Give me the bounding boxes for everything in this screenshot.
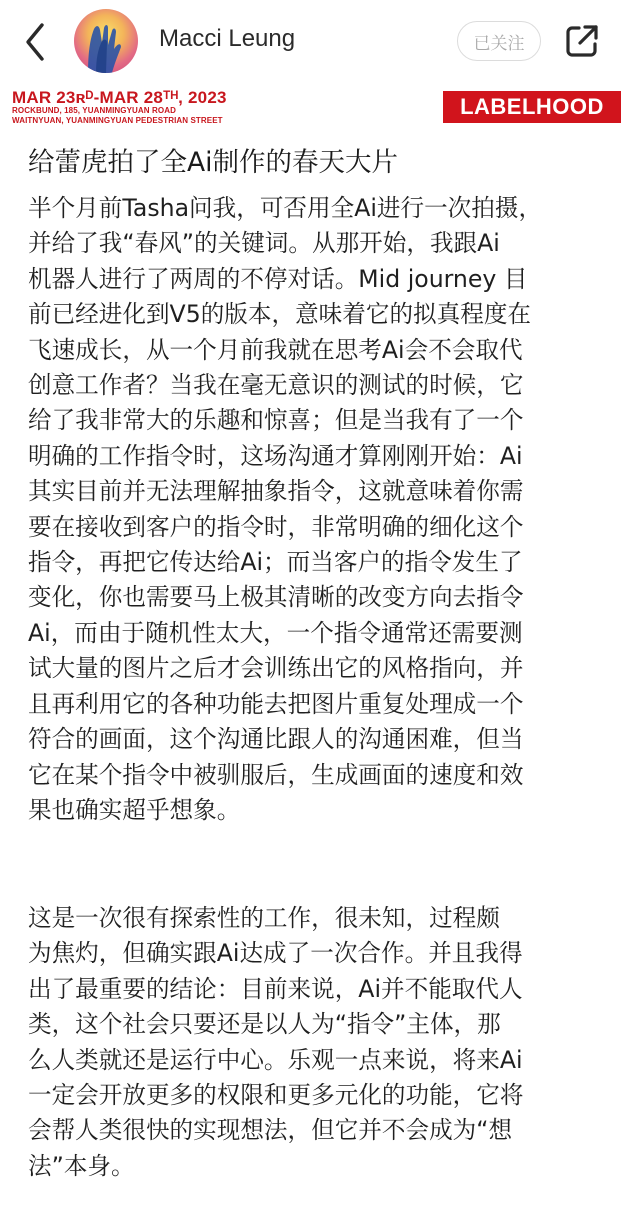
- text-line: 法”本身。: [28, 1151, 135, 1180]
- text-line: 创意工作者？当我在毫无意识的测试的时候，它: [28, 371, 524, 400]
- text-line: 果也确实超乎想象。: [28, 795, 241, 824]
- share-icon[interactable]: [563, 22, 601, 60]
- text-line: 且再利用它的各种功能去把图片重复处理成一个: [28, 689, 524, 718]
- text-line: 出了最重要的结论：目前来说，Ai并不能取代人: [28, 974, 523, 1003]
- post-paragraph-1: [28, 191, 608, 828]
- text-line: 并给了我“春风”的关键词。从那开始，我跟Ai: [28, 229, 500, 258]
- text-line: 会帮人类很快的实现想法，但它并不会成为“想: [28, 1116, 513, 1145]
- text-line: 符合的画面，这个沟通比跟人的沟通困难，但当: [28, 725, 524, 754]
- banner-address-line1: ROCKBUND, 185, YUANMINGYUAN ROAD: [12, 106, 176, 115]
- avatar[interactable]: [74, 9, 138, 73]
- text-line: 要在接收到客户的指令时，非常明确的细化这个: [28, 512, 524, 541]
- text-line: 么人类就还是运行中心。乐观一点来说，将来Ai: [28, 1045, 523, 1074]
- text-line: 半个月前Tasha问我，可否用全Ai进行一次拍摄，: [28, 194, 543, 222]
- post-paragraph-2: [28, 901, 608, 1184]
- event-banner: [0, 89, 633, 127]
- text-line: 类，这个社会只要还是以人为“指令”主体，那: [28, 1010, 501, 1039]
- text-line: 试大量的图片之后才会训练出它的风格指向，并: [28, 654, 524, 683]
- text-line: 一定会开放更多的权限和更多元化的功能，它将: [28, 1081, 524, 1110]
- banner-dates: MAR 23ʀᴰ-MAR 28ᵀᴴ, 2023: [12, 88, 227, 107]
- text-line: 这是一次很有探索性的工作，很未知，过程颇: [28, 904, 500, 932]
- post-title: 给蕾虎拍了全Ai制作的春天大片: [28, 147, 398, 178]
- text-line: 前已经进化到V5的版本，意味着它的拟真程度在: [28, 300, 532, 329]
- text-line: 给了我非常大的乐趣和惊喜；但是当我有了一个: [28, 406, 524, 435]
- back-arrow-icon[interactable]: [18, 20, 54, 64]
- text-line: 机器人进行了两周的不停对话。Mid journey 目: [28, 264, 528, 293]
- text-line: 明确的工作指令时，这场沟通才算刚刚开始：Ai: [28, 441, 523, 470]
- text-line: 飞速成长，从一个月前我就在思考Ai会不会取代: [28, 335, 523, 364]
- top-nav-bar: [0, 0, 633, 84]
- username[interactable]: Macci Leung: [159, 25, 296, 52]
- text-line: 变化，你也需要马上极其清晰的改变方向去指令: [28, 583, 524, 612]
- banner-dates-block: [12, 89, 227, 126]
- follow-button[interactable]: 已关注: [457, 21, 541, 61]
- labelhood-logo: LABELHOOD: [443, 91, 621, 123]
- banner-address-line2: WAITNYUAN, YUANMINGYUAN PEDESTRIAN STREET: [12, 116, 223, 125]
- text-line: 为焦灼，但确实跟Ai达成了一次合作。并且我得: [28, 939, 523, 968]
- text-line: Ai，而由于随机性太大，一个指令通常还需要测: [28, 618, 523, 647]
- text-line: 其实目前并无法理解抽象指令，这就意味着你需: [28, 477, 524, 506]
- text-line: 指令，再把它传达给Ai；而当客户的指令发生了: [28, 548, 523, 577]
- text-line: 它在某个指令中被驯服后，生成画面的速度和效: [28, 760, 524, 789]
